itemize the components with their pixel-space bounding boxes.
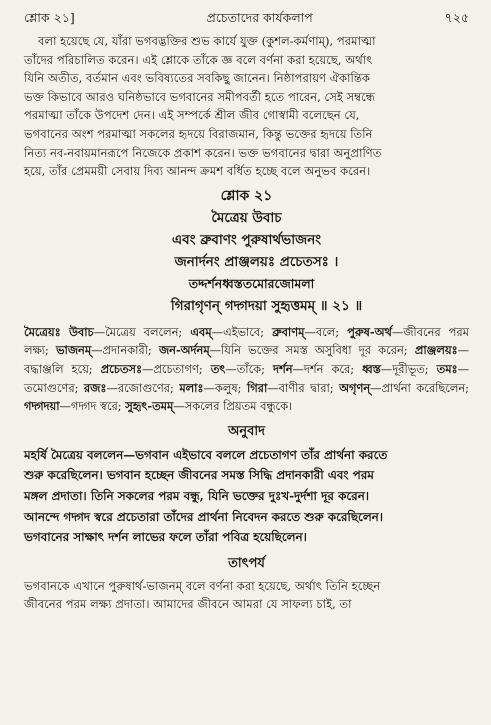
synonym-meaning: —কলুষ; <box>203 380 247 395</box>
running-header <box>24 10 469 32</box>
intro-line: ভগবানের অংশ পরমাত্মা সকলের হৃদয়ে বিরাজমান, কিন্তু ভক্তের হৃদয়ে তিনি <box>24 126 373 141</box>
synonym-meaning: —যিনি ভক্তের সমস্ত অসুবিধা দূর করেন; <box>209 343 415 358</box>
synonyms-paragraph <box>24 323 469 416</box>
synonym-meaning: —প্রদানকারী; <box>91 343 159 358</box>
synonym-word: তমঃ <box>436 361 458 376</box>
intro-line: যিনি অতীত, বর্তমান এবং ভবিষ্যতের সবকিছু জানেন। নিষ্ঠাপরায়ণ ঐকান্তিক <box>24 71 370 86</box>
synonym-word: গদ্গদয়া <box>24 399 60 414</box>
translation-line: মঙ্গল প্রদাতা। তিনি সকলের পরম বন্ধু, যিনি ভক্তের দুঃখ-দুর্দশা দূর করেন। <box>24 488 370 503</box>
synonym-meaning: —বলে; <box>304 324 348 339</box>
header-page-number: ৭২৫ <box>444 10 469 25</box>
intro-line: পরমাত্মা তাঁকে উপদেশ দেন। এই সম্পর্কে শ্রীল জীব গোস্বামী বলেছেন যে, <box>24 108 360 123</box>
purport-line: জীবনের পরম লক্ষ্য প্রদাতা। আমাদের জীবনে আমরা যে সাফল্য চাই, তা <box>24 597 352 612</box>
synonym-word: গিরা <box>246 380 268 395</box>
synonym-word: দর্শন <box>273 361 293 376</box>
verse-line: তদ্দর্শনধ্বস্ততমোরজোমলা <box>188 275 315 291</box>
translation-paragraph <box>24 445 469 548</box>
intro-line: নিত্য নব-নবায়মানরূপে নিজেকে প্রকাশ করেন। ভক্ত ভগবানের দ্বারা অনুপ্রাণিত <box>24 145 382 160</box>
verse-line: মৈত্রেয় উবাচ <box>211 209 282 226</box>
translation-line: শুরু করেছিলেন। ভগবান হচ্ছেন জীবনের সমস্ত সিদ্ধি প্রদানকারী এবং পরম <box>24 468 374 483</box>
synonym-word: পুরুষ-অর্থ <box>347 324 392 339</box>
synonym-meaning: —মৈত্রেয় বললেন; <box>93 324 191 339</box>
synonym-meaning: —বাণীর দ্বারা; <box>267 380 340 395</box>
synonym-word: ধ্বস্ত <box>362 361 381 376</box>
translation-line: আনন্দে গদ্গদ স্বরে প্রচেতারা তাঁদের প্রার্থনা নিবেদন করতে শুরু করেছিলেন। <box>24 509 384 524</box>
synonym-word: অগৃণন্ <box>339 380 371 395</box>
synonym-word: জন-অর্দনম্ <box>158 343 210 358</box>
intro-paragraph <box>24 32 469 181</box>
synonym-meaning: —তমোগুণের; <box>24 361 469 395</box>
synonym-meaning: —রজোগুণের; <box>106 380 180 395</box>
verse-line: গিরাগৃণন্ গদ্গদয়া সুহৃত্তমম্ ॥ ২১ ॥ <box>170 297 363 314</box>
synonym-meaning: —প্রার্থনা করেছিলেন; <box>370 380 469 395</box>
synonym-meaning: —বদ্ধাঞ্জলি হয়ে; <box>24 343 470 376</box>
synonym-word: সুহৃৎ-তমম্ <box>125 399 174 414</box>
translation-heading: অনুবাদ <box>228 423 265 439</box>
translation-line: মহর্ষি মৈত্রেয় বললেন—ভগবান এইভাবে বললে প্রচেতাগণ তাঁর প্রার্থনা করতে <box>24 447 388 462</box>
synonym-meaning: —এইভাবে; <box>211 324 273 339</box>
synonym-meaning: —জীবনের পরম লক্ষ্য; <box>24 324 470 358</box>
synonym-word: ভাজনম্ <box>56 343 92 358</box>
synonym-meaning: —সকলের প্রিয়তম বন্ধুকে। <box>173 399 293 414</box>
synonym-word: এবম্ <box>190 324 212 339</box>
synonym-word: প্রাঞ্জলয়ঃ <box>414 343 458 358</box>
synonym-word: তৎ <box>210 361 226 376</box>
translation-line: ভগবানের সাক্ষাৎ দর্শন লাভের ফলে তাঁরা পবিত্র হয়েছিলেন। <box>24 530 307 545</box>
synonym-word: মলাঃ <box>179 380 204 395</box>
intro-line: তাঁদের পরিচালিত করেন। এই শ্লোকে তাঁকে জ্ঞ বলে বর্ণনা করা হয়েছে, অর্থাৎ <box>24 52 373 67</box>
synonym-word: মৈত্রেয়ঃ উবাচ <box>24 324 94 339</box>
synonym-meaning: —গদ্গদ স্বরে; <box>59 399 126 414</box>
synonym-meaning: —দর্শন করে; <box>292 361 363 376</box>
verse-block <box>24 185 469 317</box>
purport-paragraph <box>24 577 469 614</box>
synonym-word: প্রচেতসঃ <box>100 361 143 376</box>
verse-heading: শ্লোক ২১ <box>220 187 273 204</box>
synonym-meaning: —তাঁকে; <box>225 361 273 376</box>
intro-line: বলা হয়েছে যে, যাঁরা ভগবদ্ভক্তির শুভ কার্যে যুক্ত (কুশল-কর্মণাম্), পরমাত্মা <box>38 34 376 48</box>
intro-line: ভক্ত কিভাবে আরও ঘনিষ্ঠভাবে ভগবানের সমীপবর্তী হতে পারেন, সেই সম্বন্ধে <box>24 89 375 104</box>
synonym-word: রজঃ <box>83 380 107 395</box>
synonym-meaning: —দূরীভূত; <box>380 361 437 376</box>
header-chapter-title: প্রচেতাদের কার্যকলাপ <box>206 10 313 25</box>
verse-line: এবং ব্রুবাণং পুরুষার্থভাজনং <box>171 231 322 248</box>
header-verse-ref: শ্লোক ২১] <box>24 10 75 25</box>
purport-line: ভগবানকে এখানে পুরুষার্থ-ভাজনম্ বলে বর্ণনা করা হয়েছে, অর্থাৎ তিনি হচ্ছেন <box>24 578 381 593</box>
purport-heading: তাৎপর্য <box>228 555 265 571</box>
verse-line: জনার্দনং প্রাঞ্জলয়ঃ প্রচেতসঃ । <box>174 253 339 270</box>
synonym-word: ব্রুবাণম্ <box>272 324 305 339</box>
intro-line: হয়ে, তাঁর প্রেমময়ী সেবায় দিব্য আনন্দ ক্রমশ বর্ধিত হচ্ছে বলে অনুভব করেন। <box>24 164 371 179</box>
synonym-meaning: —প্রচেতাগণ; <box>142 361 211 376</box>
